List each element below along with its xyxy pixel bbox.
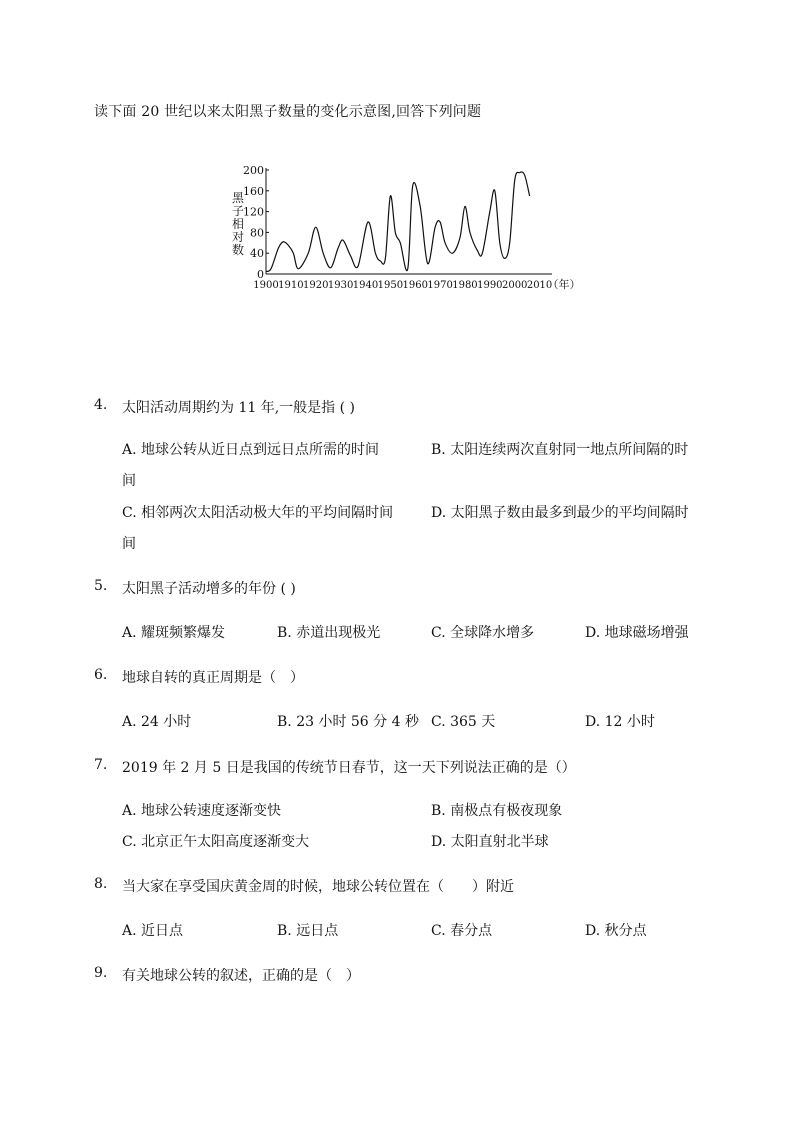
- option-a[interactable]: A. 地球公转速度逐渐变快: [122, 803, 282, 819]
- y-axis-label-char: 黑: [231, 191, 245, 205]
- x-tick-label: 1900: [253, 280, 279, 291]
- question-text: 太阳活动周期约为 11 年,一般是指 ( ): [122, 400, 355, 416]
- intro-text: 读下面 20 世纪以来太阳黑子数量的变化示意图,回答下列问题: [94, 104, 482, 120]
- option-b[interactable]: B. 南极点有极夜现象: [431, 803, 563, 819]
- x-tick-label: 1930: [327, 280, 354, 291]
- x-tick-label: 1970: [427, 280, 453, 291]
- question-number: 4.: [94, 397, 108, 413]
- x-tick-label: 1920: [303, 280, 329, 291]
- option-c[interactable]: C. 北京正午太阳高度逐渐变大: [122, 834, 310, 850]
- x-tick-label: 1940: [352, 280, 379, 291]
- y-axis-label-char: 相: [231, 217, 245, 231]
- y-axis-label-char: 对: [231, 230, 245, 244]
- question-number: 6.: [94, 667, 108, 683]
- option-d[interactable]: D. 太阳黑子数由最多到最少的平均间隔时: [431, 505, 689, 521]
- question-text: 太阳黑子活动增多的年份 ( ): [122, 581, 296, 597]
- x-tick-label: 1910: [278, 280, 304, 291]
- sunspot-series-line: [266, 172, 530, 271]
- option-b[interactable]: B. 远日点: [277, 923, 339, 939]
- sunspot-chart: [226, 158, 581, 298]
- option-d[interactable]: D. 太阳直射北半球: [431, 834, 549, 850]
- option-d[interactable]: D. 秋分点: [585, 923, 647, 939]
- option-d[interactable]: D. 12 小时: [585, 714, 655, 730]
- x-tick-label: 1990: [477, 280, 503, 291]
- option-a[interactable]: A. 地球公转从近日点到远日点所需的时间: [122, 442, 380, 458]
- x-tick-label: 2010: [526, 280, 553, 291]
- y-tick-label: 80: [250, 226, 264, 240]
- option-c[interactable]: C. 相邻两次太阳活动极大年的平均间隔时间: [122, 505, 394, 521]
- x-tick-label: 1960: [402, 280, 428, 291]
- option-a[interactable]: A. 耀斑频繁爆发: [122, 625, 226, 641]
- option-d-continued: 间: [122, 536, 136, 552]
- question-number: 7.: [94, 757, 108, 773]
- x-tick-label: 1950: [377, 280, 404, 291]
- y-axis-label-char: 数: [231, 243, 245, 257]
- y-tick-label: 0: [257, 268, 264, 281]
- question-number: 9.: [94, 965, 108, 981]
- y-tick-label: 120: [243, 205, 264, 219]
- y-tick-label: 40: [250, 247, 264, 261]
- x-tick-label: 1980: [452, 280, 478, 291]
- option-a[interactable]: A. 近日点: [122, 923, 184, 939]
- option-d[interactable]: D. 地球磁场增强: [585, 625, 689, 641]
- option-c[interactable]: C. 春分点: [431, 923, 493, 939]
- question-text: 地球自转的真正周期是（ ）: [122, 670, 304, 686]
- question-number: 8.: [94, 876, 108, 892]
- option-a[interactable]: A. 24 小时: [122, 714, 192, 730]
- y-axis-label-char: 子: [231, 204, 245, 218]
- option-b-continued: 间: [122, 473, 136, 489]
- question-text: 2019 年 2 月 5 日是我国的传统节日春节，这一天下列说法正确的是（）: [122, 760, 576, 776]
- option-b[interactable]: B. 太阳连续两次直射同一地点所间隔的时: [431, 442, 689, 458]
- x-axis-unit: （年）: [547, 278, 581, 291]
- option-c[interactable]: C. 全球降水增多: [431, 625, 535, 641]
- question-number: 5.: [94, 578, 108, 594]
- option-b[interactable]: B. 赤道出现极光: [277, 625, 381, 641]
- question-text: 有关地球公转的叙述，正确的是（ ）: [122, 968, 360, 984]
- question-text: 当大家在享受国庆黄金周的时候，地球公转位置在（ ）附近: [122, 879, 514, 895]
- option-c[interactable]: C. 365 天: [431, 714, 496, 730]
- y-tick-label: 160: [243, 184, 264, 198]
- option-b[interactable]: B. 23 小时 56 分 4 秒: [277, 714, 419, 730]
- x-tick-label: 2000: [501, 280, 528, 291]
- y-tick-label: 200: [243, 164, 264, 177]
